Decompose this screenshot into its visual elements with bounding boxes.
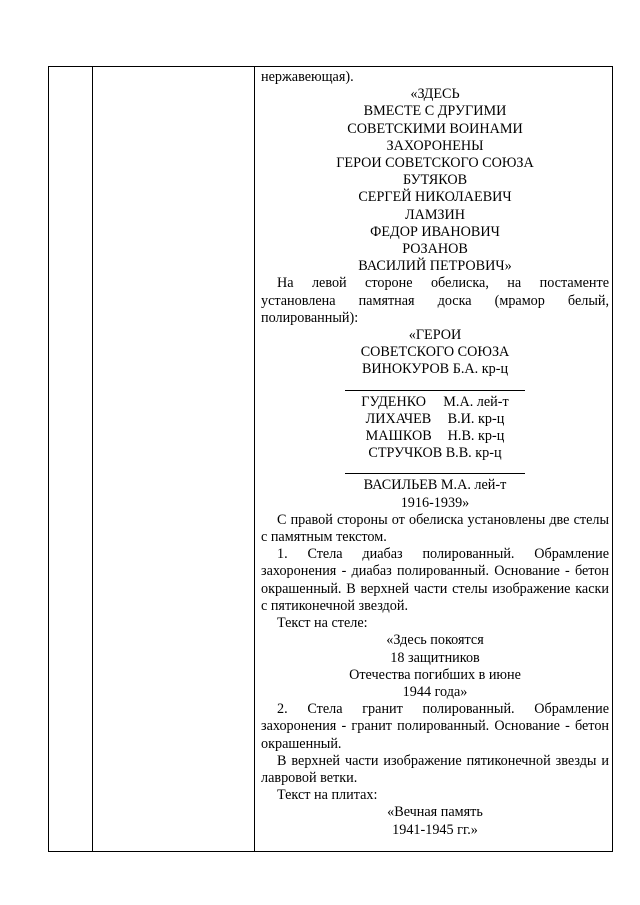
inscription-line: ВАСИЛИЙ ПЕТРОВИЧ» — [358, 258, 512, 275]
document-table — [48, 66, 613, 852]
surname: ГУДЕНКО — [361, 393, 427, 410]
paragraph: На левой стороне обелиска, на постаменте установлена памятная доска (мрамор белый, полированный): — [261, 275, 609, 326]
surname: ЛИХАЧЕВ — [365, 410, 432, 427]
inscription-line: СОВЕТСКИМИ ВОИНАМИ — [347, 120, 523, 137]
table-column-number — [49, 67, 93, 851]
paragraph: Текст на стеле: — [277, 615, 368, 632]
paragraph: 2. Стела гранит полированный. Обрамление захоронения - гранит полированный. Основание - бетон окрашенный. — [261, 701, 609, 752]
stele-text-line: «Здесь покоятся — [386, 632, 484, 649]
stele-text-line: Отечества погибших в июне — [349, 666, 521, 683]
text-line: нержавеющая). — [261, 69, 354, 85]
paragraph: С правой стороны от обелиска установлены две стелы с памятным текстом. — [261, 511, 609, 546]
plaque-name-row — [261, 428, 609, 445]
stele-text-line: 1944 года» — [402, 683, 468, 700]
plaque-line: 1916-1939» — [400, 494, 470, 511]
plate-text-line: 1941-1945 гг.» — [392, 821, 478, 838]
plaque-line: СОВЕТСКОГО СОЮЗА — [360, 344, 510, 361]
plaque-line: «ГЕРОИ — [408, 327, 462, 344]
inscription-line: БУТЯКОВ — [402, 172, 468, 189]
surname: МАШКОВ — [365, 428, 432, 445]
initials-rank: Н.В. кр-ц — [447, 428, 505, 445]
inscription-line: РОЗАНОВ — [402, 241, 468, 258]
plaque-name-row — [261, 394, 609, 411]
inscription-line: ЗАХОРОНЕНЫ — [386, 137, 484, 154]
plaque-line: ВАСИЛЬЕВ М.А. лей-т — [363, 477, 507, 494]
inscription-line: «ЗДЕСЬ — [410, 86, 460, 103]
paragraph: 1. Стела диабаз полированный. Обрамление захоронения - диабаз полированный. Основание - бетон окрашенный. В верхней части стелы изображение каски с пятиконечной звездой. — [261, 546, 609, 614]
plaque-line: ВИНОКУРОВ Б.А. кр-ц — [361, 361, 509, 378]
plate-text-line: «Вечная память — [387, 804, 483, 821]
paragraph: В верхней части изображение пятиконечной звезды и лавровой ветки. — [261, 752, 609, 786]
inscription-line: ФЕДОР ИВАНОВИЧ — [370, 223, 500, 240]
divider-line — [345, 473, 525, 474]
inscription-line: ГЕРОИ СОВЕТСКОГО СОЮЗА — [336, 155, 534, 172]
inscription-line: СЕРГЕЙ НИКОЛАЕВИЧ — [358, 189, 512, 206]
plaque-line: СТРУЧКОВ В.В. кр-ц — [368, 445, 502, 462]
table-column-description — [261, 69, 609, 839]
initials-rank: М.А. лей-т — [443, 393, 509, 410]
initials-rank: В.И. кр-ц — [447, 410, 505, 427]
plaque-name-row — [261, 411, 609, 428]
divider-line — [345, 390, 525, 391]
inscription-line: ВМЕСТЕ С ДРУГИМИ — [363, 103, 507, 120]
paragraph: Текст на плитах: — [277, 787, 378, 804]
stele-text-line: 18 защитников — [390, 649, 480, 666]
table-column-name — [93, 67, 255, 851]
inscription-line: ЛАМЗИН — [404, 206, 466, 223]
